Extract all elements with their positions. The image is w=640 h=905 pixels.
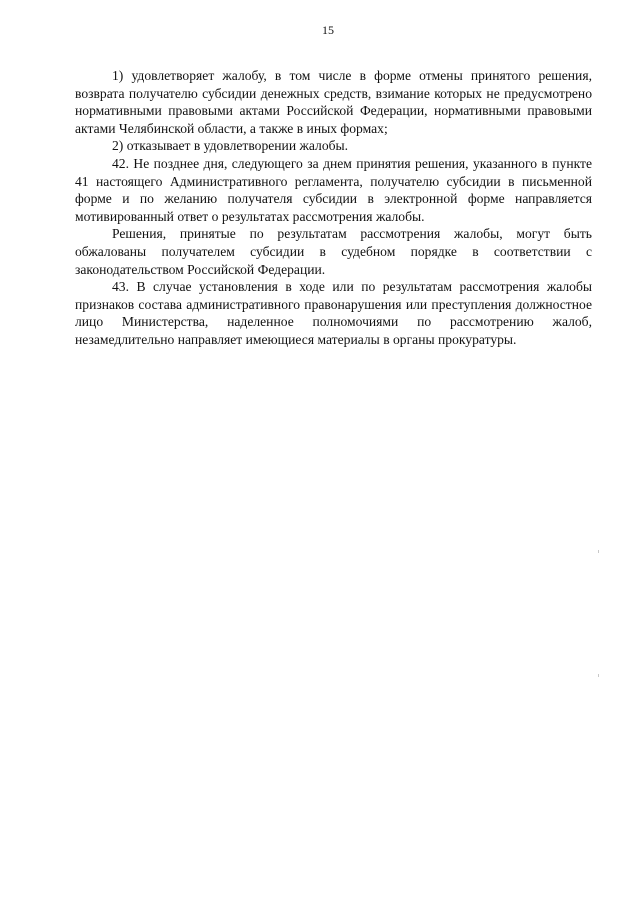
- scan-artifact-mark: [598, 550, 599, 553]
- document-body: [75, 67, 592, 349]
- paragraph-appeal-of-decisions: Решения, принятые по результатам рассмотрения жалобы, могут быть обжалованы получателем субсидии в судебном порядке в соответствии с законодательством Российской Федерации.: [75, 226, 592, 277]
- page-number: 15: [322, 23, 334, 37]
- paragraph-1-satisfies-complaint: 1) удовлетворяет жалобу, в том числе в форме отмены принятого решения, возврата получателю субсидии денежных средств, взимание которых не предусмотрено нормативными правовыми актами Российской Федерации, нормативными правовыми актами Челябинской области, а также в иных формах;: [75, 68, 592, 136]
- paragraph-42-response-deadline: 42. Не позднее дня, следующего за днем принятия решения, указанного в пункте 41 настоящего Административного регламента, получателю субсидии в письменной форме и по желанию получателя субсидии в электронной форме направляется мотивированный ответ о результатах рассмотрения жалобы.: [75, 155, 592, 224]
- paragraph-43-prosecution-referral: 43. В случае установления в ходе или по результатам рассмотрения жалобы признаков состава административного правонарушения или преступления должностное лицо Министерства, наделенное полномочиями по рассмотрению жалоб, незамедлительно направляет имеющиеся материалы в органы прокуратуры.: [75, 279, 592, 347]
- scan-artifact-mark: [598, 674, 599, 677]
- paragraph-2-rejects-complaint: 2) отказывает в удовлетворении жалобы.: [112, 138, 349, 154]
